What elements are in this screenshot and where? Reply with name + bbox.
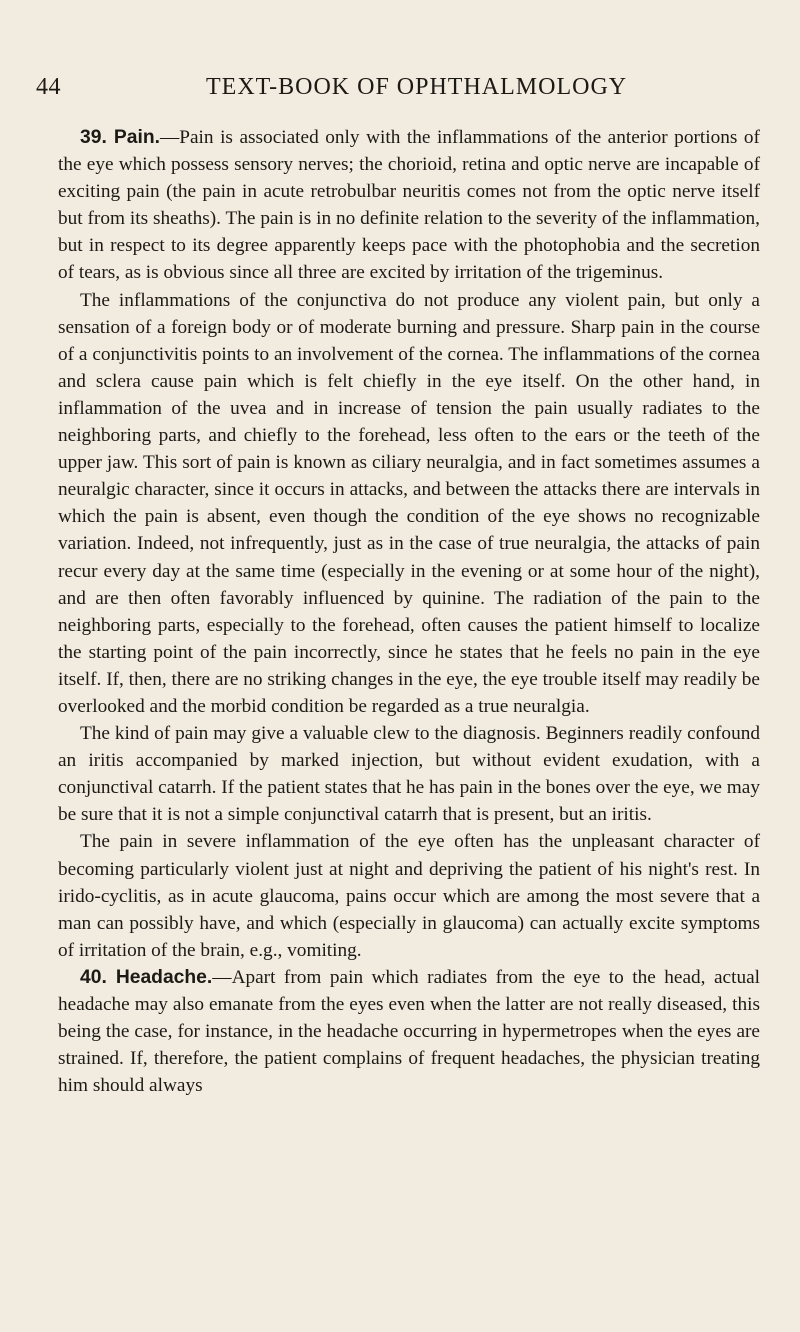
paragraph-text: The inflammations of the conjunctiva do not produce any violent pain, but only a sensation of a foreign body or of moderate burning and pressure. Sharp pain in the course of a conjunctivitis points to an involvement of the cornea. The inflammations of the cornea and sclera cause pain which is felt chiefly in the eye itself. On the other hand, in inflammation of the uvea and in increase of tension the pain usually radiates to the neighboring parts, and chiefly to the forehead, less often to the ears or the teeth of the upper jaw. This sort of pain is known as ciliary neuralgia, and in fact sometimes assumes a neuralgic character, since it occurs in attacks, and between the attacks there are intervals in which the pain is absent, even though the condition of the eye shows no recognizable variation. Indeed, not infrequently, just as in the case of true neuralgia, the attacks of pain recur every day at the same time (especially in the evening or at some hour of the night), and are then often favorably influenced by quinine. The radiation of the pain to the neighboring parts, especially to the forehead, often causes the patient himself to localize the starting point of the pain incorrectly, since he states that he feels no pain in the eye itself. If, then, there are no striking changes in the eye, the eye trouble itself may readily be overlooked and the morbid condition be regarded as a true neuralgia. bbox=[58, 289, 760, 717]
paragraph bbox=[58, 287, 760, 721]
section-heading-headache: 40. Headache. bbox=[80, 966, 213, 988]
page-header bbox=[36, 74, 760, 104]
paragraph-headache bbox=[58, 964, 760, 1099]
section-heading-pain: 39. Pain. bbox=[80, 127, 160, 148]
running-head: TEXT-BOOK OF OPHTHALMOLOGY bbox=[206, 74, 628, 100]
paragraph bbox=[58, 828, 760, 963]
paragraph-pain bbox=[58, 124, 760, 287]
paragraph-text: The kind of pain may give a valuable clew to the diagnosis. Beginners readily confound an iritis accompanied by marked injection, but without evident exudation, with a conjunctival catarrh. If the patient states that he has pain in the bones over the eye, we may be sure that it is not a simple conjunctival catarrh that is present, but an iritis. bbox=[58, 723, 760, 826]
paragraph-text: —Apart from pain which radiates from the eye to the head, actual headache may also emanate from the eyes even when the latter are not really diseased, this being the case, for instance, in the headache occurring in hypermetropes when the eyes are strained. If, therefore, the patient complains of frequent headaches, the physician treating him should always bbox=[58, 966, 761, 1097]
body-text bbox=[58, 124, 760, 1099]
paragraph-text: —Pain is associated only with the inflammations of the anterior portions of the eye which possess sensory nerves; the chorioid, retina and optic nerve are incapable of exciting pain (the pain in acute retrobulbar neuritis comes not from the optic nerve itself but from its sheaths). The pain is in no definite relation to the severity of the inflammation, but in respect to its degree apparently keeps pace with the photophobia and the secretion of tears, as is obvious since all three are excited by irritation of the trigeminus. bbox=[58, 127, 760, 284]
page-number: 44 bbox=[36, 74, 61, 100]
paragraph-text: The pain in severe inflammation of the eye often has the unpleasant character of becoming particularly violent just at night and depriving the patient of his night's rest. In irido-cyclitis, as in acute glaucoma, pains occur which are among the most severe that a man can possibly have, and which (especially in glaucoma) can actually excite symptoms of irritation of the brain, e.g., vomiting. bbox=[58, 831, 760, 961]
paragraph bbox=[58, 720, 760, 828]
